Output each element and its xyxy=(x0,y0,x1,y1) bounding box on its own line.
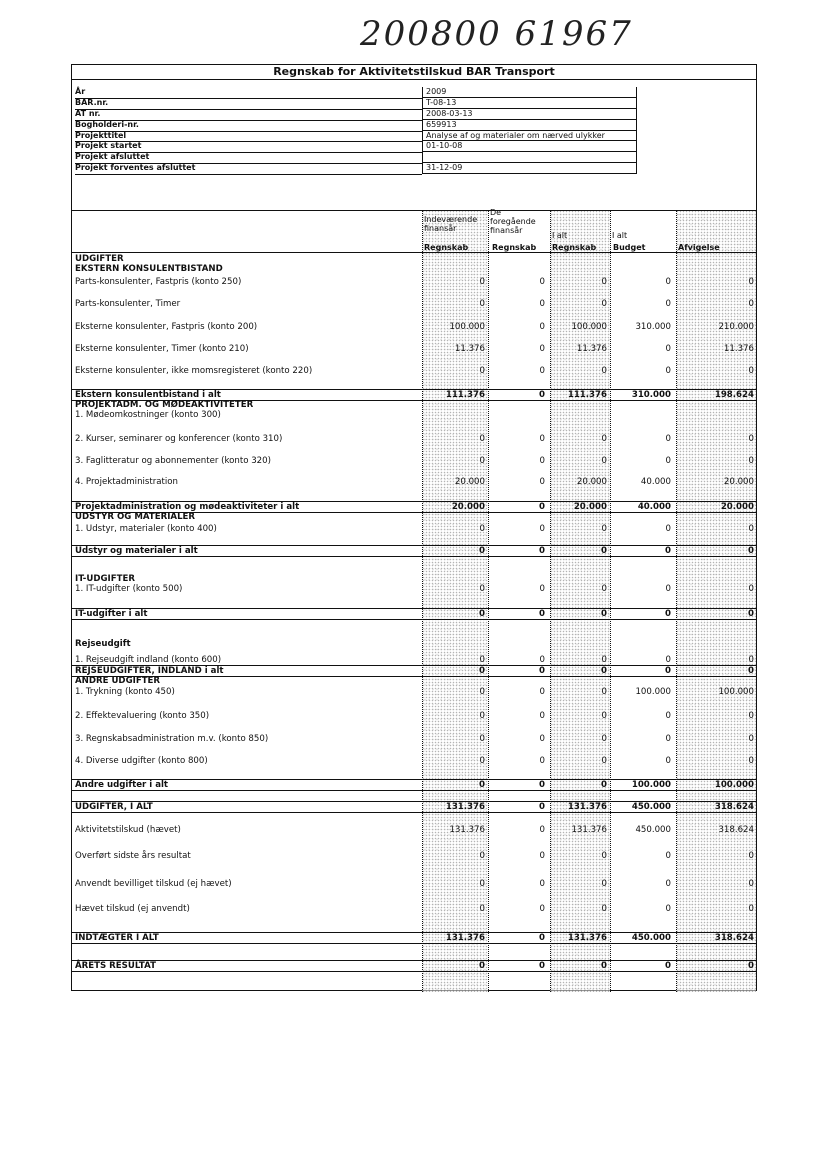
info-key: AT nr. xyxy=(75,109,422,121)
info-key: BAR.nr. xyxy=(75,98,422,110)
cell-value: 0 xyxy=(601,434,607,444)
row-label: 4. Projektadministration xyxy=(75,477,179,487)
cell-value: 0 xyxy=(748,734,754,744)
cell-value: 100.000 xyxy=(449,322,485,332)
handwritten-document-number: 200800 61967 xyxy=(360,14,633,54)
info-key: Projekttitel xyxy=(75,131,422,143)
cell-value: 0 xyxy=(539,609,545,619)
info-value xyxy=(422,152,637,163)
info-key: År xyxy=(75,87,422,99)
row-label: Udstyr og materialer i alt xyxy=(75,546,198,556)
info-row xyxy=(72,141,756,152)
header-underline xyxy=(72,252,756,253)
cell-value: 310.000 xyxy=(635,322,671,332)
cell-value: 0 xyxy=(748,961,754,971)
cell-value: 131.376 xyxy=(445,802,485,812)
row-label: UDGIFTER, I ALT xyxy=(75,802,153,812)
row-label: ÅRETS RESULTAT xyxy=(75,961,156,971)
cell-value: 0 xyxy=(479,584,485,594)
row-label: Andre udgifter i alt xyxy=(75,780,169,790)
cell-value: 0 xyxy=(601,609,607,619)
cell-value: 0 xyxy=(539,390,545,400)
cell-value: 0 xyxy=(479,961,485,971)
row-label: Projektadministration og mødeaktiviteter i alt xyxy=(75,502,300,512)
subtotal-rule xyxy=(72,389,756,390)
cell-value: 0 xyxy=(601,879,607,889)
cell-value: 0 xyxy=(665,546,671,556)
cell-value: 0 xyxy=(601,299,607,309)
cell-value: 0 xyxy=(479,609,485,619)
cell-value: 0 xyxy=(479,299,485,309)
row-label: Aktivitetstilskud (hævet) xyxy=(75,825,181,835)
header-col4-top: I alt xyxy=(612,231,628,240)
row-label: Hævet tilskud (ej anvendt) xyxy=(75,904,190,914)
cell-value: 0 xyxy=(539,780,545,790)
cell-value: 0 xyxy=(539,734,545,744)
cell-value: 0 xyxy=(748,879,754,889)
cell-value: 0 xyxy=(539,933,545,943)
cell-value: 40.000 xyxy=(637,502,671,512)
column-separator xyxy=(488,210,489,992)
cell-value: 0 xyxy=(601,734,607,744)
cell-value: 198.624 xyxy=(714,390,754,400)
cell-value: 0 xyxy=(665,711,671,721)
subtotal-underline xyxy=(72,676,756,677)
subtotal-underline xyxy=(72,619,756,620)
cell-value: 0 xyxy=(748,546,754,556)
header-col2-top: De foregående finansår xyxy=(490,208,536,235)
cell-value: 0 xyxy=(479,851,485,861)
row-label: Eksterne konsulenter, Fastpris (konto 200) xyxy=(75,322,258,332)
cell-value: 0 xyxy=(748,851,754,861)
row-label: Rejseudgift xyxy=(75,639,131,649)
cell-value: 450.000 xyxy=(631,802,671,812)
subtotal-underline xyxy=(72,971,756,972)
row-label: 1. Rejseudgift indland (konto 600) xyxy=(75,655,222,665)
cell-value: 20.000 xyxy=(451,502,485,512)
cell-value: 0 xyxy=(479,524,485,534)
cell-value: 0 xyxy=(665,299,671,309)
cell-value: 0 xyxy=(539,879,545,889)
cell-value: 0 xyxy=(748,456,754,466)
cell-value: 318.624 xyxy=(714,933,754,943)
cell-value: 0 xyxy=(665,609,671,619)
info-value: 01-10-08 xyxy=(422,141,637,152)
row-label: UDGIFTER xyxy=(75,254,124,264)
cell-value: 210.000 xyxy=(718,322,754,332)
info-row xyxy=(72,120,756,131)
row-label: IT-UDGIFTER xyxy=(75,574,135,584)
cell-value: 0 xyxy=(665,904,671,914)
cell-value: 0 xyxy=(479,655,485,665)
info-value: 2008-03-13 xyxy=(422,109,637,120)
cell-value: 0 xyxy=(601,666,607,676)
cell-value: 0 xyxy=(601,524,607,534)
cell-value: 11.376 xyxy=(723,344,754,354)
cell-value: 20.000 xyxy=(576,477,607,487)
row-label: Eksterne konsulenter, ikke momsregisteret (konto 220) xyxy=(75,366,313,376)
row-label: Ekstern konsulentbistand i alt xyxy=(75,390,221,400)
info-key: Projekt forventes afsluttet xyxy=(75,163,422,175)
row-label: REJSEUDGIFTER, INDLAND i alt xyxy=(75,666,224,676)
cell-value: 0 xyxy=(479,756,485,766)
cell-value: 20.000 xyxy=(723,477,754,487)
cell-value: 0 xyxy=(539,299,545,309)
cell-value: 0 xyxy=(665,666,671,676)
cell-value: 0 xyxy=(665,366,671,376)
subtotal-rule xyxy=(72,779,756,780)
info-row xyxy=(72,152,756,163)
row-label: 2. Kurser, seminarer og konferencer (konto 310) xyxy=(75,434,283,444)
info-value: T-08-13 xyxy=(422,98,637,109)
cell-value: 0 xyxy=(665,456,671,466)
info-value: 2009 xyxy=(422,87,637,98)
cell-value: 111.376 xyxy=(445,390,485,400)
info-row xyxy=(72,109,756,120)
cell-value: 0 xyxy=(665,655,671,665)
info-row xyxy=(72,98,756,109)
cell-value: 0 xyxy=(601,584,607,594)
header-rule xyxy=(72,210,756,211)
cell-value: 0 xyxy=(748,434,754,444)
cell-value: 131.376 xyxy=(449,825,485,835)
cell-value: 0 xyxy=(748,711,754,721)
cell-value: 131.376 xyxy=(445,933,485,943)
cell-value: 100.000 xyxy=(631,780,671,790)
column-separator xyxy=(610,210,611,992)
cell-value: 0 xyxy=(539,825,545,835)
subtotal-rule xyxy=(72,932,756,933)
cell-value: 0 xyxy=(539,322,545,332)
subtotal-rule xyxy=(72,545,756,546)
accounting-sheet xyxy=(71,64,757,991)
header-col5: Afvigelse xyxy=(678,243,720,252)
cell-value: 0 xyxy=(539,546,545,556)
cell-value: 0 xyxy=(539,434,545,444)
info-value: 659913 xyxy=(422,120,637,131)
cell-value: 0 xyxy=(665,434,671,444)
row-label: PROJEKTADM. OG MØDEAKTIVITETER xyxy=(75,400,254,410)
row-label: 2. Effektevaluering (konto 350) xyxy=(75,711,210,721)
cell-value: 0 xyxy=(748,666,754,676)
cell-value: 100.000 xyxy=(714,780,754,790)
cell-value: 0 xyxy=(539,344,545,354)
row-label: 1. IT-udgifter (konto 500) xyxy=(75,584,183,594)
cell-value: 0 xyxy=(748,524,754,534)
cell-value: 0 xyxy=(539,756,545,766)
cell-value: 0 xyxy=(601,780,607,790)
cell-value: 0 xyxy=(665,584,671,594)
cell-value: 0 xyxy=(601,456,607,466)
row-label: 1. Udstyr, materialer (konto 400) xyxy=(75,524,217,534)
cell-value: 0 xyxy=(748,584,754,594)
row-label: 1. Trykning (konto 450) xyxy=(75,687,175,697)
header-col3: Regnskab xyxy=(552,243,597,252)
sheet-title: Regnskab for Aktivitetstilskud BAR Transport xyxy=(72,65,756,80)
cell-value: 0 xyxy=(479,879,485,889)
subtotal-rule xyxy=(72,501,756,502)
cell-value: 318.624 xyxy=(714,802,754,812)
cell-value: 0 xyxy=(479,434,485,444)
cell-value: 0 xyxy=(748,756,754,766)
cell-value: 0 xyxy=(601,277,607,287)
info-value: Analyse af og materialer om nærved ulykker xyxy=(422,131,637,142)
cell-value: 0 xyxy=(539,456,545,466)
subtotal-underline xyxy=(72,943,756,944)
cell-value: 0 xyxy=(539,277,545,287)
cell-value: 0 xyxy=(479,780,485,790)
subtotal-rule xyxy=(72,665,756,666)
cell-value: 0 xyxy=(665,734,671,744)
cell-value: 0 xyxy=(539,584,545,594)
info-key: Projekt afsluttet xyxy=(75,152,422,164)
subtotal-underline xyxy=(72,812,756,813)
row-label: IT-udgifter i alt xyxy=(75,609,148,619)
cell-value: 20.000 xyxy=(720,502,754,512)
row-label: 1. Mødeomkostninger (konto 300) xyxy=(75,410,221,420)
cell-value: 0 xyxy=(539,477,545,487)
cell-value: 0 xyxy=(479,666,485,676)
cell-value: 0 xyxy=(601,711,607,721)
header-col4: Budget xyxy=(613,243,646,252)
info-row xyxy=(72,131,756,142)
cell-value: 0 xyxy=(665,344,671,354)
cell-value: 0 xyxy=(601,687,607,697)
header-col3-top: I alt xyxy=(552,231,568,240)
cell-value: 0 xyxy=(601,655,607,665)
cell-value: 100.000 xyxy=(718,687,754,697)
cell-value: 0 xyxy=(601,366,607,376)
row-label: UDSTYR OG MATERIALER xyxy=(75,512,196,522)
info-value: 31-12-09 xyxy=(422,163,637,174)
cell-value: 0 xyxy=(539,802,545,812)
cell-value: 20.000 xyxy=(573,502,607,512)
cell-value: 0 xyxy=(539,655,545,665)
cell-value: 0 xyxy=(479,456,485,466)
cell-value: 450.000 xyxy=(635,825,671,835)
cell-value: 0 xyxy=(665,524,671,534)
cell-value: 20.000 xyxy=(454,477,485,487)
row-label: 4. Diverse udgifter (konto 800) xyxy=(75,756,208,766)
cell-value: 0 xyxy=(748,277,754,287)
cell-value: 0 xyxy=(748,366,754,376)
cell-value: 40.000 xyxy=(640,477,671,487)
cell-value: 0 xyxy=(539,961,545,971)
cell-value: 0 xyxy=(539,904,545,914)
cell-value: 310.000 xyxy=(631,390,671,400)
cell-value: 0 xyxy=(665,879,671,889)
row-label: EKSTERN KONSULENTBISTAND xyxy=(75,264,223,274)
cell-value: 131.376 xyxy=(567,933,607,943)
info-row xyxy=(72,163,756,174)
info-key: Bogholderi-nr. xyxy=(75,120,422,132)
cell-value: 0 xyxy=(539,524,545,534)
row-label: Eksterne konsulenter, Timer (konto 210) xyxy=(75,344,249,354)
project-info xyxy=(72,87,756,174)
cell-value: 0 xyxy=(748,299,754,309)
row-label: INDTÆGTER I ALT xyxy=(75,933,159,943)
cell-value: 0 xyxy=(479,904,485,914)
header-col1: Regnskab xyxy=(424,243,469,252)
cell-value: 131.376 xyxy=(567,802,607,812)
header-col2: Regnskab xyxy=(492,243,537,252)
cell-value: 11.376 xyxy=(576,344,607,354)
column-separator xyxy=(550,210,551,992)
cell-value: 0 xyxy=(539,502,545,512)
cell-value: 0 xyxy=(601,851,607,861)
cell-value: 0 xyxy=(539,687,545,697)
subtotal-rule xyxy=(72,801,756,802)
cell-value: 0 xyxy=(665,961,671,971)
cell-value: 0 xyxy=(665,756,671,766)
cell-value: 0 xyxy=(601,546,607,556)
row-label: 3. Faglitteratur og abonnementer (konto 320) xyxy=(75,456,271,466)
cell-value: 111.376 xyxy=(567,390,607,400)
info-row xyxy=(72,87,756,98)
subtotal-underline xyxy=(72,790,756,791)
cell-value: 0 xyxy=(539,711,545,721)
cell-value: 318.624 xyxy=(718,825,754,835)
row-label: Parts-konsulenter, Timer xyxy=(75,299,181,309)
cell-value: 0 xyxy=(601,904,607,914)
cell-value: 0 xyxy=(665,851,671,861)
cell-value: 0 xyxy=(601,961,607,971)
cell-value: 0 xyxy=(479,277,485,287)
row-label: Overført sidste års resultat xyxy=(75,851,191,861)
row-label: Anvendt bevilliget tilskud (ej hævet) xyxy=(75,879,232,889)
cell-value: 0 xyxy=(539,851,545,861)
row-label: Parts-konsulenter, Fastpris (konto 250) xyxy=(75,277,242,287)
cell-value: 0 xyxy=(665,277,671,287)
cell-value: 0 xyxy=(479,711,485,721)
subtotal-rule xyxy=(72,608,756,609)
cell-value: 0 xyxy=(601,756,607,766)
info-key: Projekt startet xyxy=(75,141,422,153)
column-separator xyxy=(422,210,423,992)
row-label: 3. Regnskabsadministration m.v. (konto 850) xyxy=(75,734,269,744)
row-label: ANDRE UDGIFTER xyxy=(75,676,161,686)
cell-value: 0 xyxy=(479,687,485,697)
cell-value: 100.000 xyxy=(635,687,671,697)
subtotal-rule xyxy=(72,960,756,961)
cell-value: 0 xyxy=(479,734,485,744)
cell-value: 0 xyxy=(479,366,485,376)
column-separator xyxy=(676,210,677,992)
cell-value: 100.000 xyxy=(571,322,607,332)
cell-value: 131.376 xyxy=(571,825,607,835)
cell-value: 11.376 xyxy=(454,344,485,354)
cell-value: 0 xyxy=(539,666,545,676)
cell-value: 0 xyxy=(539,366,545,376)
cell-value: 450.000 xyxy=(631,933,671,943)
cell-value: 0 xyxy=(748,609,754,619)
subtotal-underline xyxy=(72,556,756,557)
cell-value: 0 xyxy=(748,904,754,914)
header-col1-top: Indeværende finansår xyxy=(424,215,478,233)
cell-value: 0 xyxy=(748,655,754,665)
cell-value: 0 xyxy=(479,546,485,556)
